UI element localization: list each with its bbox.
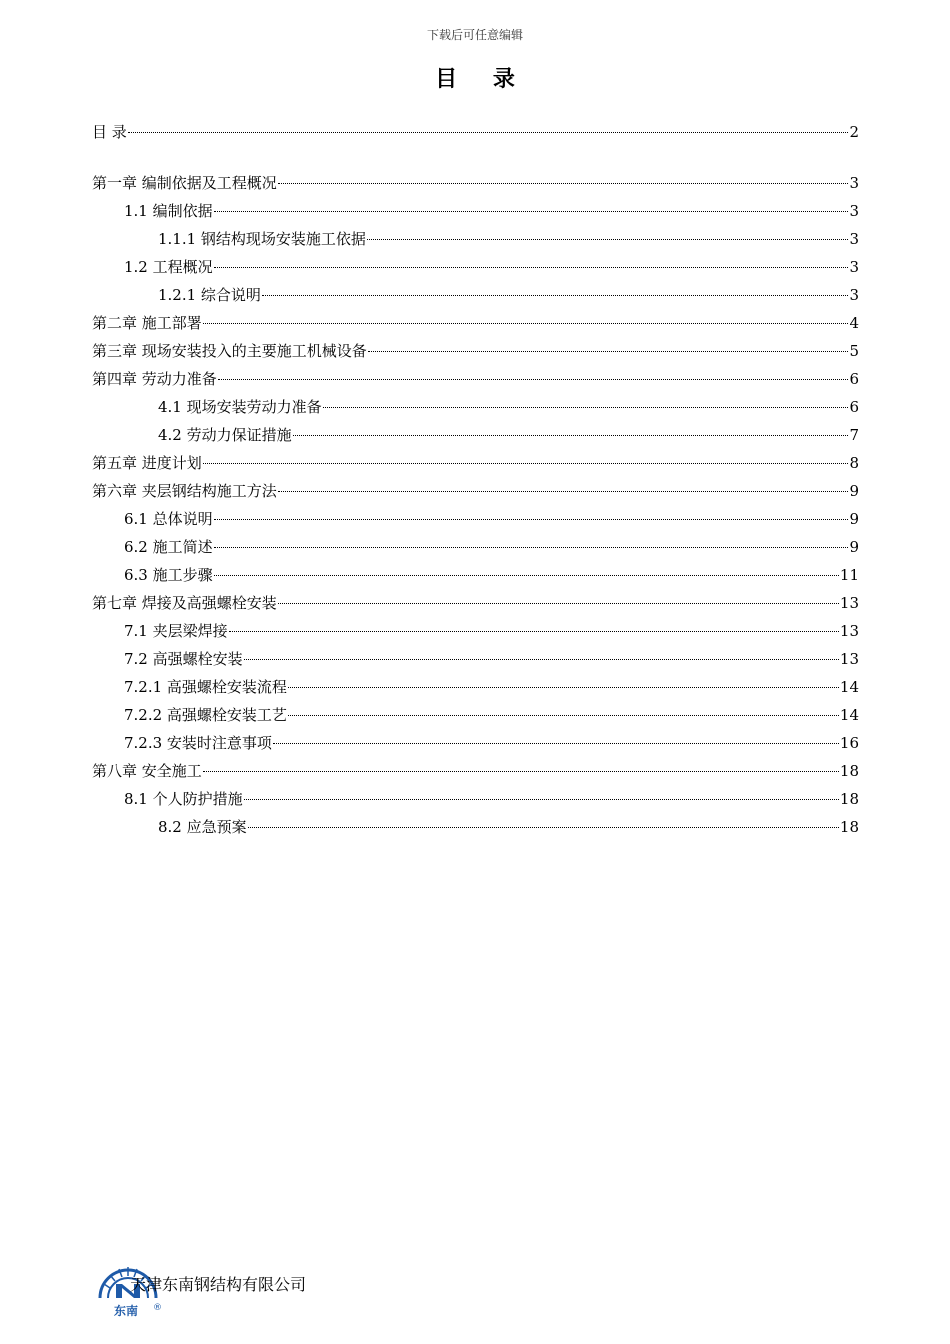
toc-entry-label: 第五章 进度计划: [92, 454, 202, 472]
toc-entry-label: 1.1.1 钢结构现场安装施工依据: [158, 230, 366, 248]
toc-entry-label: 1.1 编制依据: [124, 202, 213, 220]
toc-entry-label: 7.2.2 高强螺栓安装工艺: [124, 706, 287, 724]
toc-entry-label: 第六章 夹层钢结构施工方法: [92, 482, 277, 500]
toc-leader-dots: [288, 687, 839, 688]
toc-entry-page: 4: [849, 314, 859, 332]
toc-entry-page: 11: [839, 566, 859, 584]
toc-entry[interactable]: [92, 505, 859, 533]
toc-entry[interactable]: [92, 449, 859, 477]
toc-leader-dots: [278, 183, 849, 184]
toc-entry[interactable]: [92, 118, 859, 146]
toc-entry-page: 14: [839, 678, 859, 696]
toc-leader-dots: [278, 603, 839, 604]
toc-entry-page: 3: [849, 174, 859, 192]
toc-entry[interactable]: [92, 589, 859, 617]
toc-entry-label: 1.2 工程概况: [124, 258, 213, 276]
toc-entry[interactable]: [92, 729, 859, 757]
toc-entry-page: 2: [849, 123, 859, 141]
toc-entry-page: 9: [849, 538, 859, 556]
toc-entry-page: 7: [849, 426, 859, 444]
toc-entry[interactable]: [92, 813, 859, 841]
toc-leader-dots: [273, 743, 839, 744]
toc-entry[interactable]: [92, 337, 859, 365]
toc-entry-label: 6.2 施工简述: [124, 538, 213, 556]
toc-entry-page: 18: [839, 762, 859, 780]
toc-entry-page: 3: [849, 286, 859, 304]
toc-entry[interactable]: [92, 645, 859, 673]
toc-entry[interactable]: [92, 785, 859, 813]
toc-entry[interactable]: [92, 477, 859, 505]
toc-entry-label: 第二章 施工部署: [92, 314, 202, 332]
toc-leader-dots: [214, 211, 849, 212]
toc-entry-page: 13: [839, 622, 859, 640]
toc-entry-page: 18: [839, 790, 859, 808]
toc-entry-label: 第三章 现场安装投入的主要施工机械设备: [92, 342, 367, 360]
toc-leader-dots: [278, 491, 849, 492]
toc-entry-label: 7.1 夹层梁焊接: [124, 622, 228, 640]
toc-entry-label: 第一章 编制依据及工程概况: [92, 174, 277, 192]
toc-entry-page: 3: [849, 258, 859, 276]
toc-leader-dots: [262, 295, 849, 296]
page-footer: [96, 1262, 396, 1322]
toc-entry-label: 4.2 劳动力保证措施: [158, 426, 292, 444]
toc-entry-label: 1.2.1 综合说明: [158, 286, 261, 304]
toc-entry-page: 6: [849, 398, 859, 416]
toc-leader-dots: [288, 715, 839, 716]
toc-leader-dots: [293, 435, 849, 436]
toc-entry[interactable]: [92, 421, 859, 449]
toc-entry-page: 9: [849, 482, 859, 500]
toc-leader-dots: [367, 239, 849, 240]
toc-leader-dots: [203, 771, 839, 772]
toc-entry-page: 14: [839, 706, 859, 724]
toc-leader-dots: [218, 379, 849, 380]
toc-entry[interactable]: [92, 365, 859, 393]
toc-entry[interactable]: [92, 701, 859, 729]
page-title: 目 录: [435, 67, 529, 92]
toc-leader-dots: [323, 407, 849, 408]
toc-leader-dots: [203, 463, 849, 464]
toc-leader-dots: [203, 323, 849, 324]
toc-entry[interactable]: [92, 197, 859, 225]
toc-entry-page: 6: [849, 370, 859, 388]
logo-registered-mark: ®: [153, 1303, 162, 1313]
toc-leader-dots: [214, 575, 839, 576]
toc-entry-label: 6.1 总体说明: [124, 510, 213, 528]
toc-entry-page: 9: [849, 510, 859, 528]
toc-leader-dots: [214, 519, 849, 520]
logo-text: 东南: [113, 1304, 139, 1318]
toc-entry[interactable]: [92, 617, 859, 645]
toc-entry-page: 16: [839, 734, 859, 752]
toc-entry-page: 13: [839, 594, 859, 612]
toc-entry-label: 7.2 高强螺栓安装: [124, 650, 243, 668]
toc-entry-label: 8.1 个人防护措施: [124, 790, 243, 808]
toc-entry[interactable]: [92, 533, 859, 561]
toc-entry-label: 第七章 焊接及高强螺栓安装: [92, 594, 277, 612]
toc-leader-dots: [229, 631, 839, 632]
toc-entry[interactable]: [92, 169, 859, 197]
toc-entry-page: 8: [849, 454, 859, 472]
header-note: 下载后可任意编辑: [426, 28, 523, 42]
toc-entry-label: 第八章 安全施工: [92, 762, 202, 780]
toc-leader-dots: [214, 547, 849, 548]
toc-entry-page: 3: [849, 202, 859, 220]
toc-leader-dots: [128, 132, 849, 133]
toc-entry-label: 目 录: [92, 123, 127, 141]
toc-leader-dots: [368, 351, 849, 352]
toc-entry-label: 8.2 应急预案: [158, 818, 247, 836]
toc-entry-label: 4.1 现场安装劳动力准备: [158, 398, 322, 416]
toc-entry[interactable]: [92, 393, 859, 421]
table-of-contents: [92, 118, 859, 841]
toc-entry[interactable]: [92, 281, 859, 309]
toc-entry-label: 7.2.3 安装时注意事项: [124, 734, 272, 752]
toc-leader-dots: [214, 267, 849, 268]
company-name: 天津东南钢结构有限公司: [130, 1275, 307, 1294]
toc-entry-label: 第四章 劳动力准备: [92, 370, 217, 388]
toc-entry-page: 13: [839, 650, 859, 668]
toc-entry[interactable]: [92, 309, 859, 337]
toc-entry[interactable]: [92, 757, 859, 785]
toc-entry[interactable]: [92, 673, 859, 701]
toc-entry-page: 3: [849, 230, 859, 248]
toc-entry-label: 6.3 施工步骤: [124, 566, 213, 584]
toc-entry[interactable]: [92, 253, 859, 281]
toc-leader-dots: [248, 827, 839, 828]
toc-leader-dots: [244, 799, 839, 800]
toc-entry[interactable]: [92, 225, 859, 253]
toc-entry-page: 5: [849, 342, 859, 360]
toc-entry[interactable]: [92, 561, 859, 589]
toc-leader-dots: [244, 659, 839, 660]
toc-entry-label: 7.2.1 高强螺栓安装流程: [124, 678, 287, 696]
toc-entry-page: 18: [839, 818, 859, 836]
